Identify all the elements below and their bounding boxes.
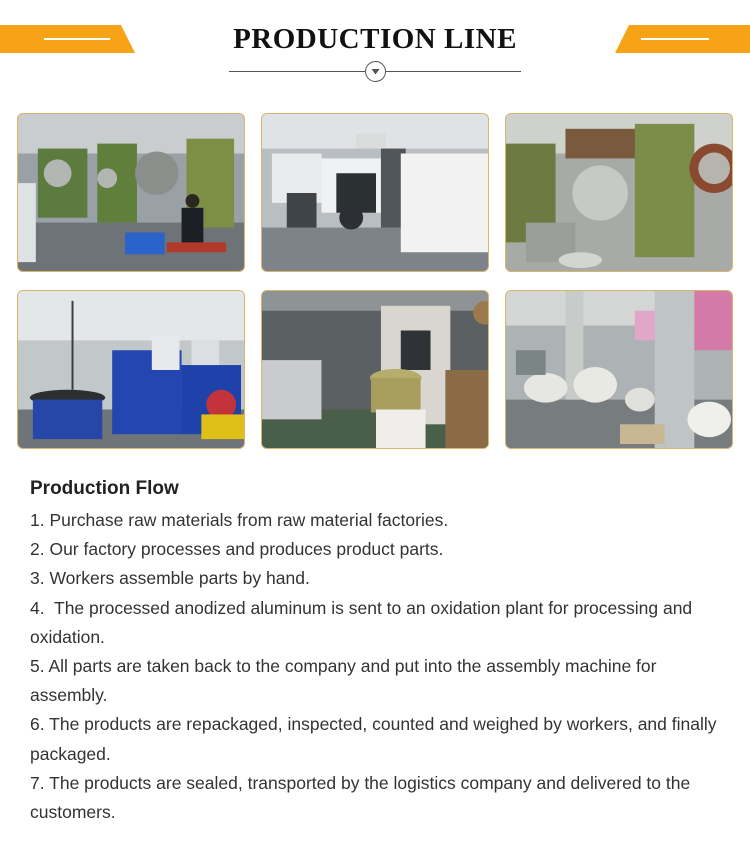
flow-step: 4. The processed anodized aluminum is sent to an oxidation plant for processing and oxidation. [30,597,698,647]
flow-step: 2. Our factory processes and produces product parts. [30,539,444,560]
flow-step: 1. Purchase raw materials from raw material factories. [30,510,449,530]
factory-photo-injection-machines [261,113,489,272]
title-divider-right [385,71,521,72]
flow-step: 6. The products are repackaged, inspected, counted and weighed by workers, and finally packaged. [30,714,722,764]
factory-photo-warehouse [505,290,733,449]
flow-step: 3. Workers assemble parts by hand. [30,568,310,589]
title-divider-left [229,71,365,72]
factory-photo-coiling-machines [17,290,245,449]
production-flow-section [30,477,730,827]
production-flow-steps [30,506,730,827]
flow-step: 5. All parts are taken back to the company and put into the assembly machine for assembly. [30,656,662,706]
factory-photo-press-closeup [505,113,733,272]
production-flow-heading: Production Flow [30,478,179,499]
page-title: PRODUCTION LINE [233,23,517,55]
chevron-down-icon [365,61,386,82]
factory-photo-press-machines [17,113,245,272]
flow-step: 7. The products are sealed, transported by the logistics company and delivered to the customers. [30,772,696,823]
factory-photo-feeder-press [261,290,489,449]
